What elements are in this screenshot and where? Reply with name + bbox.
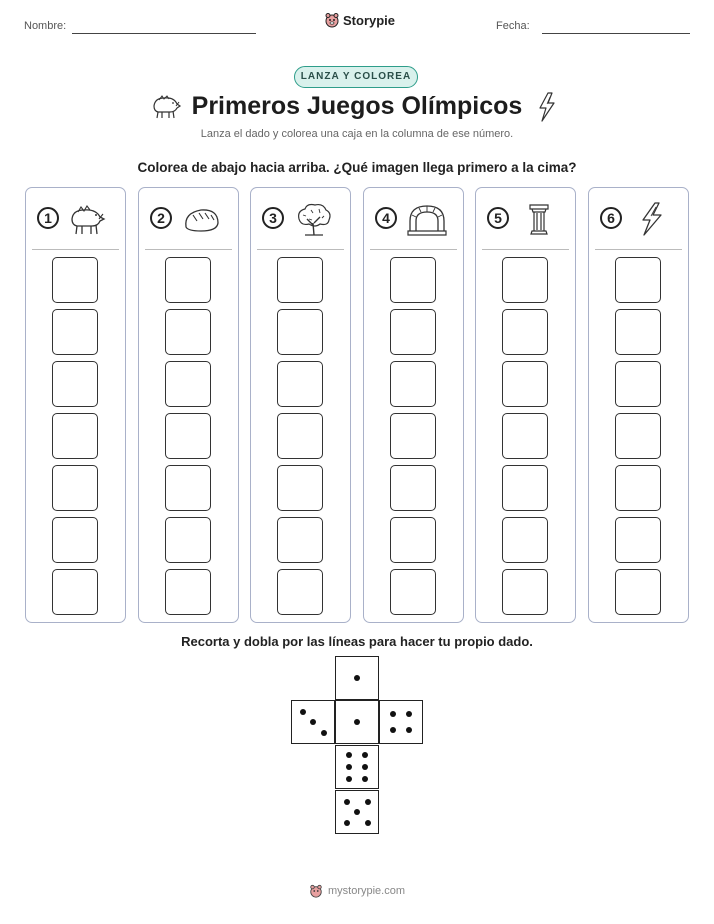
die-pip bbox=[406, 711, 412, 717]
storypie-mascot-icon bbox=[309, 884, 323, 898]
die-pip bbox=[300, 709, 306, 715]
color-box[interactable] bbox=[615, 569, 661, 615]
date-line bbox=[542, 33, 690, 34]
color-box[interactable] bbox=[165, 465, 211, 511]
subtitle: Lanza el dado y colorea una caja en la columna de ese número. bbox=[200, 128, 514, 140]
die-pip bbox=[362, 764, 368, 770]
coloring-instruction: Colorea de abajo hacia arriba. ¿Qué imagen llega primero a la cima? bbox=[137, 160, 577, 175]
die-pip bbox=[346, 764, 352, 770]
color-box[interactable] bbox=[165, 569, 211, 615]
column-number: 3 bbox=[262, 207, 284, 229]
lightning-bolt-icon bbox=[536, 92, 558, 122]
color-box[interactable] bbox=[390, 309, 436, 355]
column-divider bbox=[257, 249, 344, 250]
color-box[interactable] bbox=[277, 413, 323, 459]
color-box[interactable] bbox=[52, 309, 98, 355]
date-label: Fecha: bbox=[496, 20, 530, 32]
color-box[interactable] bbox=[52, 257, 98, 303]
color-box[interactable] bbox=[390, 569, 436, 615]
die-pip bbox=[346, 776, 352, 782]
footer-url: mystorypie.com bbox=[327, 885, 406, 897]
olive-tree-icon bbox=[293, 201, 335, 237]
footer bbox=[0, 884, 714, 898]
column-header bbox=[589, 188, 688, 250]
boar-icon bbox=[68, 201, 110, 237]
color-box[interactable] bbox=[165, 309, 211, 355]
color-box[interactable] bbox=[390, 361, 436, 407]
color-box[interactable] bbox=[390, 517, 436, 563]
color-box[interactable] bbox=[502, 257, 548, 303]
column-header bbox=[251, 188, 350, 250]
color-box[interactable] bbox=[52, 517, 98, 563]
color-box[interactable] bbox=[52, 465, 98, 511]
die-pip bbox=[344, 820, 350, 826]
column-3 bbox=[250, 187, 351, 623]
column-divider bbox=[370, 249, 457, 250]
color-box[interactable] bbox=[502, 361, 548, 407]
column-header bbox=[26, 188, 125, 250]
color-box[interactable] bbox=[615, 257, 661, 303]
column-header bbox=[364, 188, 463, 250]
color-box[interactable] bbox=[390, 257, 436, 303]
color-box[interactable] bbox=[502, 569, 548, 615]
column-6 bbox=[588, 187, 689, 623]
die-pip bbox=[310, 719, 316, 725]
lightning-bolt-icon bbox=[631, 201, 673, 237]
column-number: 5 bbox=[487, 207, 509, 229]
color-box[interactable] bbox=[277, 257, 323, 303]
die-pip bbox=[344, 799, 350, 805]
color-box[interactable] bbox=[615, 413, 661, 459]
name-label: Nombre: bbox=[24, 20, 67, 32]
color-box[interactable] bbox=[277, 309, 323, 355]
column-number: 4 bbox=[375, 207, 397, 229]
die-instruction: Recorta y dobla por las líneas para hacer tu propio dado. bbox=[181, 634, 533, 649]
color-box[interactable] bbox=[165, 257, 211, 303]
activity-badge: LANZA Y COLOREA bbox=[294, 66, 418, 88]
die-pip bbox=[365, 820, 371, 826]
column-header bbox=[476, 188, 575, 250]
die-pip bbox=[362, 776, 368, 782]
color-box[interactable] bbox=[615, 361, 661, 407]
column-5 bbox=[475, 187, 576, 623]
die-pip bbox=[390, 727, 396, 733]
die-face-6 bbox=[335, 745, 379, 789]
name-line bbox=[72, 33, 256, 34]
die-face-1 bbox=[335, 656, 379, 700]
stadium-arch-icon bbox=[406, 201, 448, 237]
die-pip bbox=[321, 730, 327, 736]
die-pip bbox=[406, 727, 412, 733]
die-face-1 bbox=[335, 700, 379, 744]
die-face-4 bbox=[379, 700, 423, 744]
column-header bbox=[139, 188, 238, 250]
column-2 bbox=[138, 187, 239, 623]
brand-name: Storypie bbox=[343, 12, 396, 28]
color-box[interactable] bbox=[615, 465, 661, 511]
die-pip bbox=[354, 719, 360, 725]
die-pip bbox=[365, 799, 371, 805]
die-pip bbox=[362, 752, 368, 758]
column-number: 1 bbox=[37, 207, 59, 229]
color-box[interactable] bbox=[502, 465, 548, 511]
storypie-mascot-icon bbox=[324, 12, 340, 28]
die-pip bbox=[390, 711, 396, 717]
page-title: Primeros Juegos Olímpicos bbox=[191, 92, 523, 120]
column-1 bbox=[25, 187, 126, 623]
bread-icon bbox=[181, 201, 223, 237]
column-4 bbox=[363, 187, 464, 623]
color-box[interactable] bbox=[502, 517, 548, 563]
column-divider bbox=[32, 249, 119, 250]
color-box[interactable] bbox=[502, 309, 548, 355]
color-box[interactable] bbox=[165, 413, 211, 459]
die-face-3 bbox=[291, 700, 335, 744]
die-pip bbox=[354, 809, 360, 815]
color-box[interactable] bbox=[52, 413, 98, 459]
color-box[interactable] bbox=[165, 517, 211, 563]
color-box[interactable] bbox=[52, 569, 98, 615]
column-divider bbox=[145, 249, 232, 250]
die-pip bbox=[354, 675, 360, 681]
column-divider bbox=[595, 249, 682, 250]
color-box[interactable] bbox=[277, 465, 323, 511]
column-pillar-icon bbox=[518, 201, 560, 237]
color-box[interactable] bbox=[52, 361, 98, 407]
color-box[interactable] bbox=[165, 361, 211, 407]
color-box[interactable] bbox=[615, 309, 661, 355]
die-face-5 bbox=[335, 790, 379, 834]
color-box[interactable] bbox=[277, 569, 323, 615]
color-box[interactable] bbox=[390, 465, 436, 511]
color-box[interactable] bbox=[390, 413, 436, 459]
color-box[interactable] bbox=[615, 517, 661, 563]
die-pip bbox=[346, 752, 352, 758]
color-box[interactable] bbox=[502, 413, 548, 459]
brand-logo bbox=[324, 12, 395, 28]
column-divider bbox=[482, 249, 569, 250]
column-number: 2 bbox=[150, 207, 172, 229]
column-number: 6 bbox=[600, 207, 622, 229]
color-box[interactable] bbox=[277, 517, 323, 563]
color-box[interactable] bbox=[277, 361, 323, 407]
